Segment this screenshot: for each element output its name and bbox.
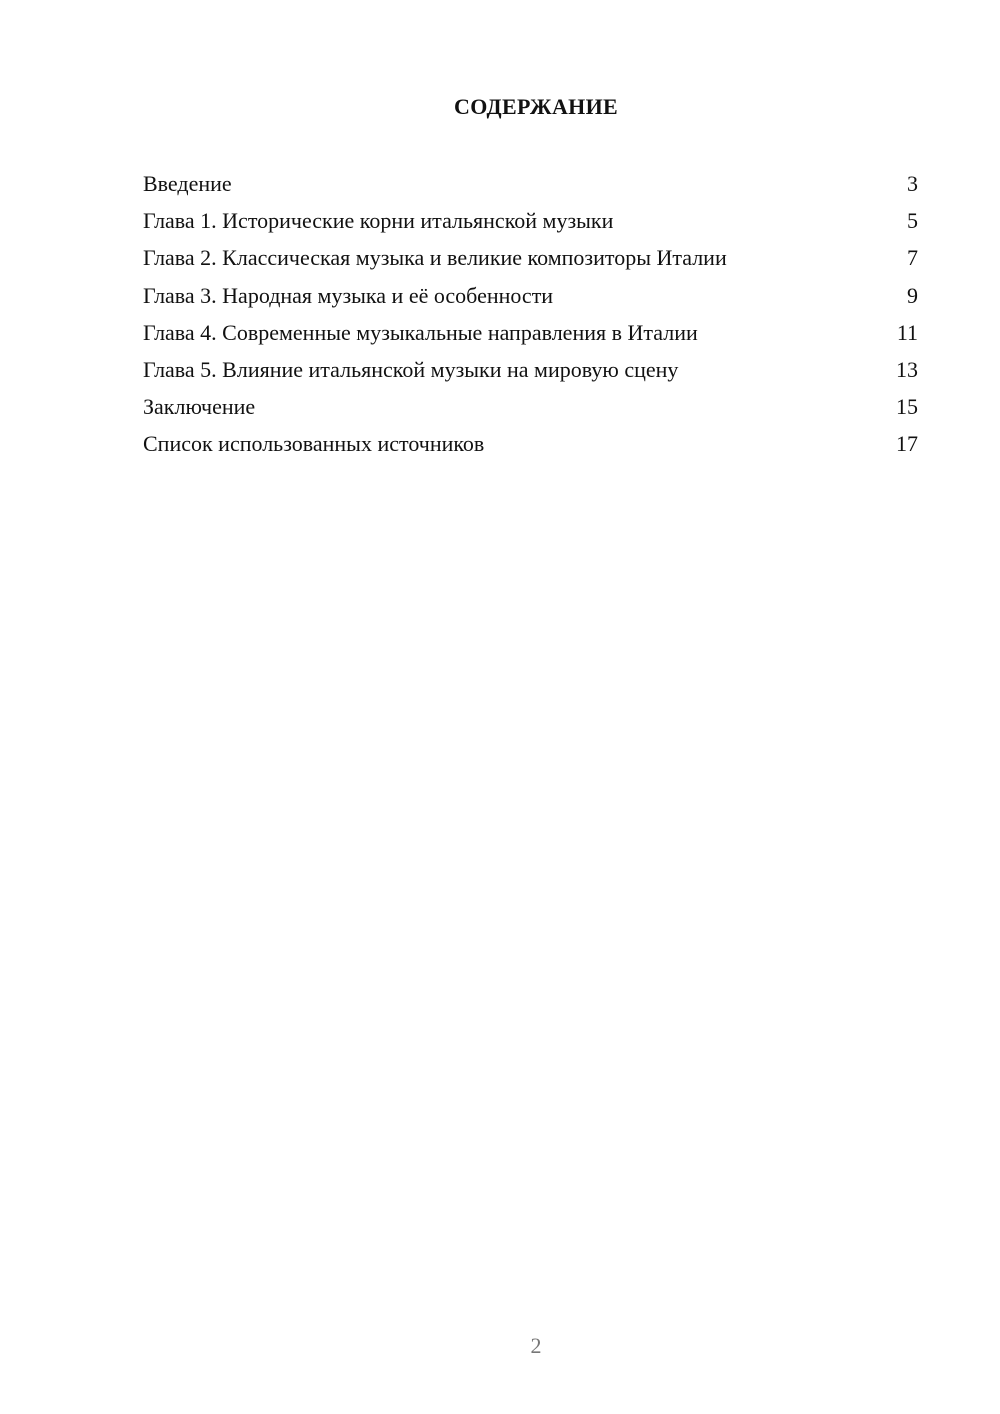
toc-entry-chapter-3 xyxy=(143,280,918,317)
toc-entry-label: Список использованных источников xyxy=(143,431,485,457)
toc-entry-chapter-1 xyxy=(143,205,918,242)
toc-entry-page: 7 xyxy=(907,245,918,271)
toc-entry-page: 17 xyxy=(896,431,918,457)
toc-entry-page: 13 xyxy=(896,356,918,382)
page-title: СОДЕРЖАНИЕ xyxy=(454,94,618,119)
toc-entry-page: 5 xyxy=(907,208,918,234)
toc-entry-chapter-2 xyxy=(143,242,918,279)
toc-entry-label: Заключение xyxy=(143,394,256,420)
toc-entry-page: 3 xyxy=(907,171,918,196)
toc-entry-chapter-5 xyxy=(143,354,918,391)
toc-entry-conclusion xyxy=(143,391,918,428)
toc-entry-page: 11 xyxy=(896,319,918,345)
toc-entry-references xyxy=(143,428,918,465)
toc-entry-page: 9 xyxy=(907,282,918,308)
toc-entry-label: Глава 3. Народная музыка и её особенности xyxy=(143,282,554,308)
toc-entry-label: Глава 4. Современные музыкальные направления в Италии xyxy=(143,319,698,345)
toc-entry-introduction xyxy=(143,168,918,205)
toc-entry-label: Глава 1. Исторические корни итальянской музыки xyxy=(143,208,614,234)
toc-entry-label: Глава 2. Классическая музыка и великие композиторы Италии xyxy=(143,245,727,271)
table-of-contents xyxy=(143,168,918,466)
page-number: 2 xyxy=(530,1333,542,1358)
toc-entry-chapter-4 xyxy=(143,317,918,354)
toc-entry-label: Глава 5. Влияние итальянской музыки на мировую сцену xyxy=(143,356,679,382)
toc-entry-page: 15 xyxy=(896,394,918,420)
toc-entry-label: Введение xyxy=(143,171,232,196)
